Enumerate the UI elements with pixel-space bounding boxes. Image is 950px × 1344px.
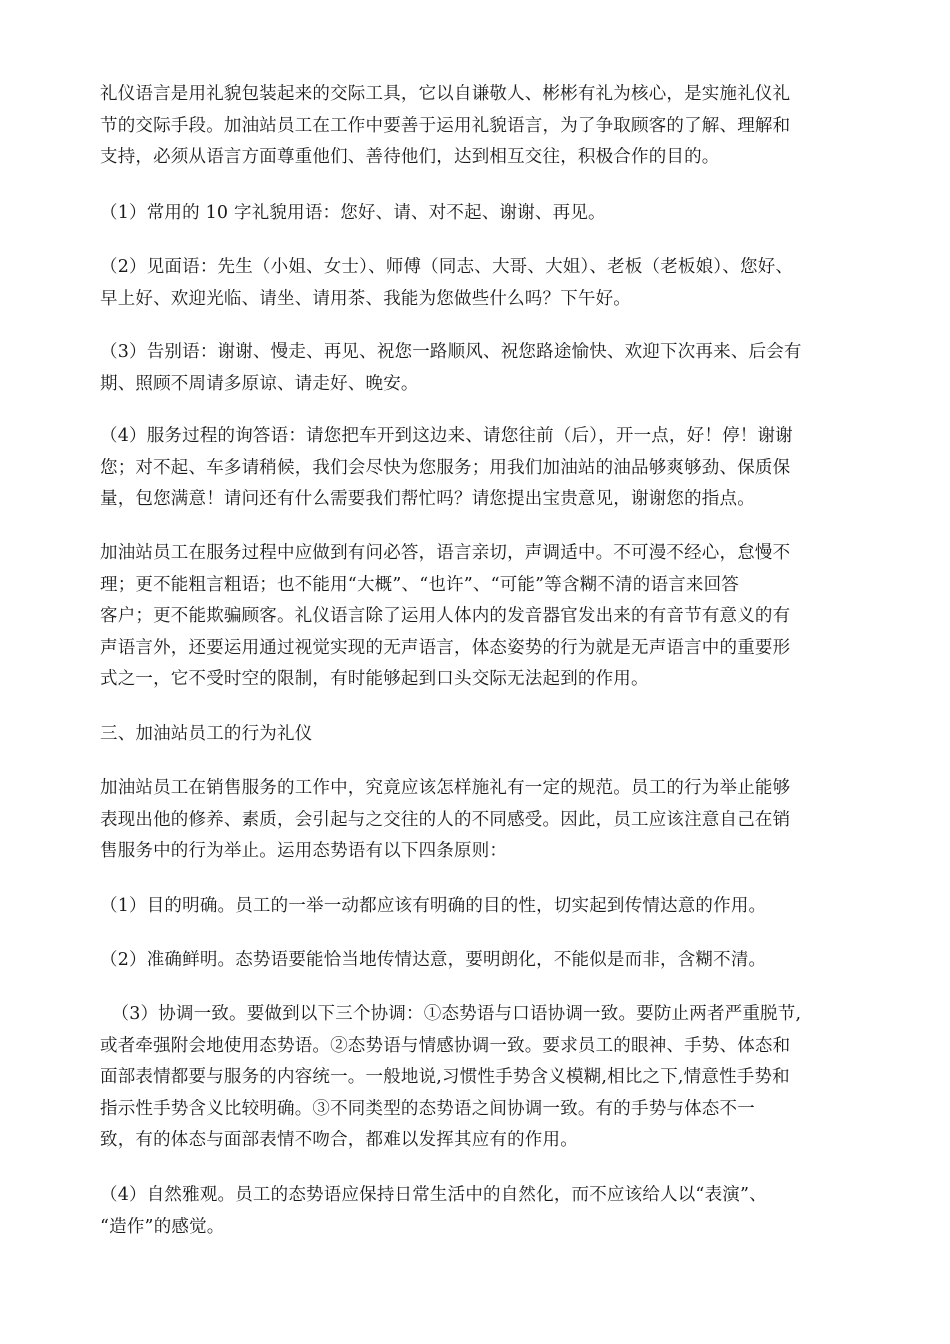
text-line: （3）协调一致。要做到以下三个协调：①态势语与口语协调一致。要防止两者严重脱节, <box>100 1004 802 1024</box>
text-line: 早上好、欢迎光临、请坐、请用茶、我能为您做些什么吗？下午好。 <box>100 288 631 309</box>
text-line: 加油站员工在销售服务的工作中，究竟应该怎样施礼有一定的规范。员工的行为举止能够 <box>100 778 791 798</box>
text-line: 致，有的体态与面部表情不吻合，都难以发挥其应有的作用。 <box>100 1130 578 1150</box>
paragraph-principle-1 <box>100 891 860 923</box>
text-line: 支持，必须从语言方面尊重他们、善待他们，达到相互交往，积极合作的目的。 <box>100 147 720 167</box>
paragraph-item-3 <box>100 337 860 400</box>
text-line: （1）目的明确。员工的一举一动都应该有明确的目的性，切实起到传情达意的作用。 <box>100 896 767 916</box>
paragraph-intro <box>100 79 860 174</box>
text-line: 指示性手势含义比较明确。③不同类型的态势语之间协调一致。有的手势与体态不一 <box>100 1098 755 1119</box>
paragraph-item-2 <box>100 252 860 315</box>
text-line: 客户；更不能欺骗顾客。礼仪语言除了运用人体内的发音器官发出来的有音节有意义的有 <box>100 606 791 626</box>
text-line: “造作”的感觉。 <box>100 1216 225 1237</box>
paragraph-service-manner <box>100 538 860 696</box>
text-line: 表现出他的修养、素质，会引起与之交往的人的不同感受。因此，员工应该注意自己在销 <box>100 809 791 830</box>
text-line: 三、加油站员工的行为礼仪 <box>100 724 313 744</box>
text-line: （2）见面语：先生（小姐、女士）、师傅（同志、大哥、大姐）、老板（老板娘）、您好、 <box>100 257 794 277</box>
text-line: （4）自然雅观。员工的态势语应保持日常生活中的自然化，而不应该给人以“表演”、 <box>100 1185 767 1205</box>
paragraph-principle-4 <box>100 1180 860 1243</box>
text-line: 理；更不能粗言粗语；也不能用“大概”、“也许”、“可能”等含糊不清的语言来回答 <box>100 574 739 595</box>
paragraph-principle-2 <box>100 945 860 977</box>
paragraph-behavior-intro <box>100 773 860 868</box>
text-line: 加油站员工在服务过程中应做到有问必答，语言亲切，声调适中。不可漫不经心，怠慢不 <box>100 543 791 563</box>
paragraph-item-4 <box>100 421 860 516</box>
text-line: （1）常用的 10 字礼貌用语：您好、请、对不起、谢谢、再见。 <box>100 203 606 223</box>
text-line: 或者牵强附会地使用态势语。②态势语与情感协调一致。要求员工的眼神、手势、体态和 <box>100 1035 791 1056</box>
text-line: 面部表情都要与服务的内容统一。一般地说,习惯性手势含义模糊,相比之下,情意性手势和 <box>100 1067 790 1087</box>
text-line: 节的交际手段。加油站员工在工作中要善于运用礼貌语言，为了争取顾客的了解、理解和 <box>100 115 791 136</box>
text-line: （2）准确鲜明。态势语要能恰当地传情达意，要明朗化，不能似是而非，含糊不清。 <box>100 950 767 970</box>
paragraph-principle-3 <box>100 999 860 1157</box>
text-line: 式之一，它不受时空的限制，有时能够起到口头交际无法起到的作用。 <box>100 669 649 689</box>
section-heading <box>100 719 860 751</box>
text-line: 声语言外，还要运用通过视觉实现的无声语言，体态姿势的行为就是无声语言中的重要形 <box>100 637 791 658</box>
text-line: 期、照顾不周请多原谅、请走好、晚安。 <box>100 373 419 394</box>
text-line: 礼仪语言是用礼貌包装起来的交际工具，它以自谦敬人、彬彬有礼为核心，是实施礼仪礼 <box>100 84 791 104</box>
text-line: （3）告别语：谢谢、慢走、再见、祝您一路顺风、祝您路途愉快、欢迎下次再来、后会有 <box>100 342 802 362</box>
text-line: 您；对不起、车多请稍候，我们会尽快为您服务；用我们加油站的油品够爽够劲、保质保 <box>100 457 791 478</box>
text-line: （4）服务过程的询答语：请您把车开到这边来、请您往前（后），开一点，好！停！谢谢 <box>100 426 793 446</box>
text-line: 售服务中的行为举止。运用态势语有以下四条原则： <box>100 841 508 861</box>
paragraph-item-1 <box>100 198 860 230</box>
text-line: 量，包您满意！请问还有什么需要我们帮忙吗？请您提出宝贵意见，谢谢您的指点。 <box>100 489 755 509</box>
